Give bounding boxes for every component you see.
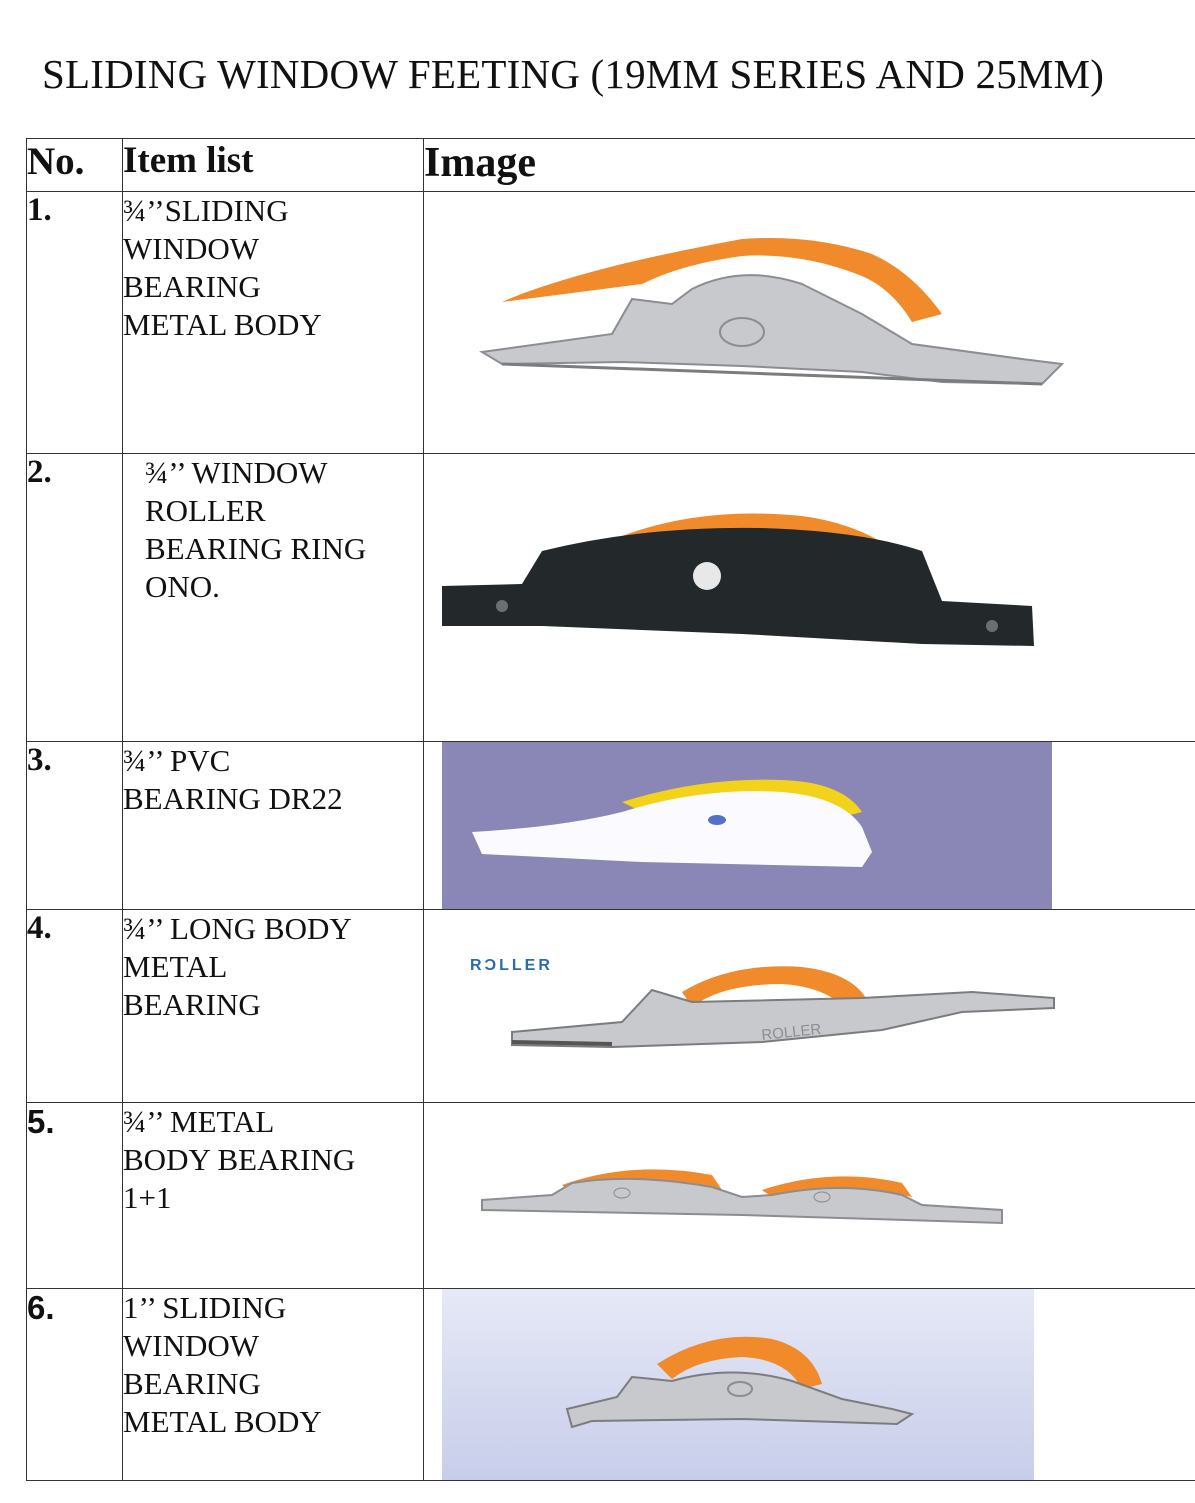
table-row [27, 742, 1195, 910]
item-line: BEARING RING [145, 531, 367, 566]
long-body-metal-bearing-photo [442, 912, 1102, 1102]
table-row [27, 1103, 1195, 1289]
row-number: 4. [27, 910, 123, 1103]
item-image-cell [424, 454, 1195, 742]
item-line: WINDOW [123, 1328, 260, 1363]
item-line: BODY BEARING [123, 1142, 356, 1177]
page-title: SLIDING WINDOW FEETING (19MM SERIES AND 25MM) [42, 51, 1105, 97]
roller-brand-logo: RƆLLER [470, 957, 553, 974]
item-description [123, 454, 424, 742]
item-description [123, 910, 424, 1103]
item-image-cell [424, 1289, 1195, 1481]
item-line: ROLLER [145, 493, 266, 528]
table-row [27, 1289, 1195, 1481]
item-line: ONO. [145, 569, 220, 604]
item-line: BEARING DR22 [123, 781, 343, 816]
item-line: 1+1 [123, 1180, 172, 1215]
row-number: 5. [27, 1103, 123, 1289]
item-line: BEARING [123, 269, 261, 304]
item-line: ¾’’SLIDING [123, 193, 289, 228]
item-image-cell [424, 910, 1195, 1103]
black-housing-roller-bearing-photo [442, 456, 1062, 736]
item-description [123, 192, 424, 454]
header-image: Image [424, 139, 1195, 192]
double-roller-metal-bearing-photo [442, 1105, 1062, 1285]
item-line: BEARING [123, 1366, 261, 1401]
items-table [26, 138, 1195, 1481]
item-line: METAL BODY [123, 307, 322, 342]
item-image-cell [424, 192, 1195, 454]
one-inch-metal-roller-bearing-photo [442, 1289, 1034, 1480]
item-line: WINDOW [123, 231, 260, 266]
item-description [123, 1289, 424, 1481]
item-description [123, 1103, 424, 1289]
item-image-cell [424, 1103, 1195, 1289]
item-image-cell [424, 742, 1195, 910]
item-line: METAL BODY [123, 1404, 322, 1439]
item-line: 1’’ SLIDING [123, 1290, 287, 1325]
white-pvc-roller-bearing-photo [442, 742, 1052, 909]
table-row [27, 454, 1195, 742]
item-line: ¾’’ PVC [123, 743, 231, 778]
row-number: 2. [27, 454, 123, 742]
item-line: ¾’’ LONG BODY [123, 911, 352, 946]
item-line: BEARING [123, 987, 261, 1022]
row-number: 3. [27, 742, 123, 910]
header-item-list: Item list [123, 139, 424, 192]
table-row [27, 910, 1195, 1103]
item-line: ¾’’ WINDOW [145, 455, 328, 490]
metal-body-roller-bearing-photo [442, 194, 1142, 449]
roller-engraving: ROLLER [760, 1020, 823, 1044]
table-header-row [27, 139, 1195, 192]
header-no: No. [27, 139, 123, 192]
row-number: 6. [27, 1289, 123, 1481]
table-row [27, 192, 1195, 454]
item-line: ¾’’ METAL [123, 1104, 275, 1139]
row-number: 1. [27, 192, 123, 454]
item-line: METAL [123, 949, 228, 984]
item-description [123, 742, 424, 910]
